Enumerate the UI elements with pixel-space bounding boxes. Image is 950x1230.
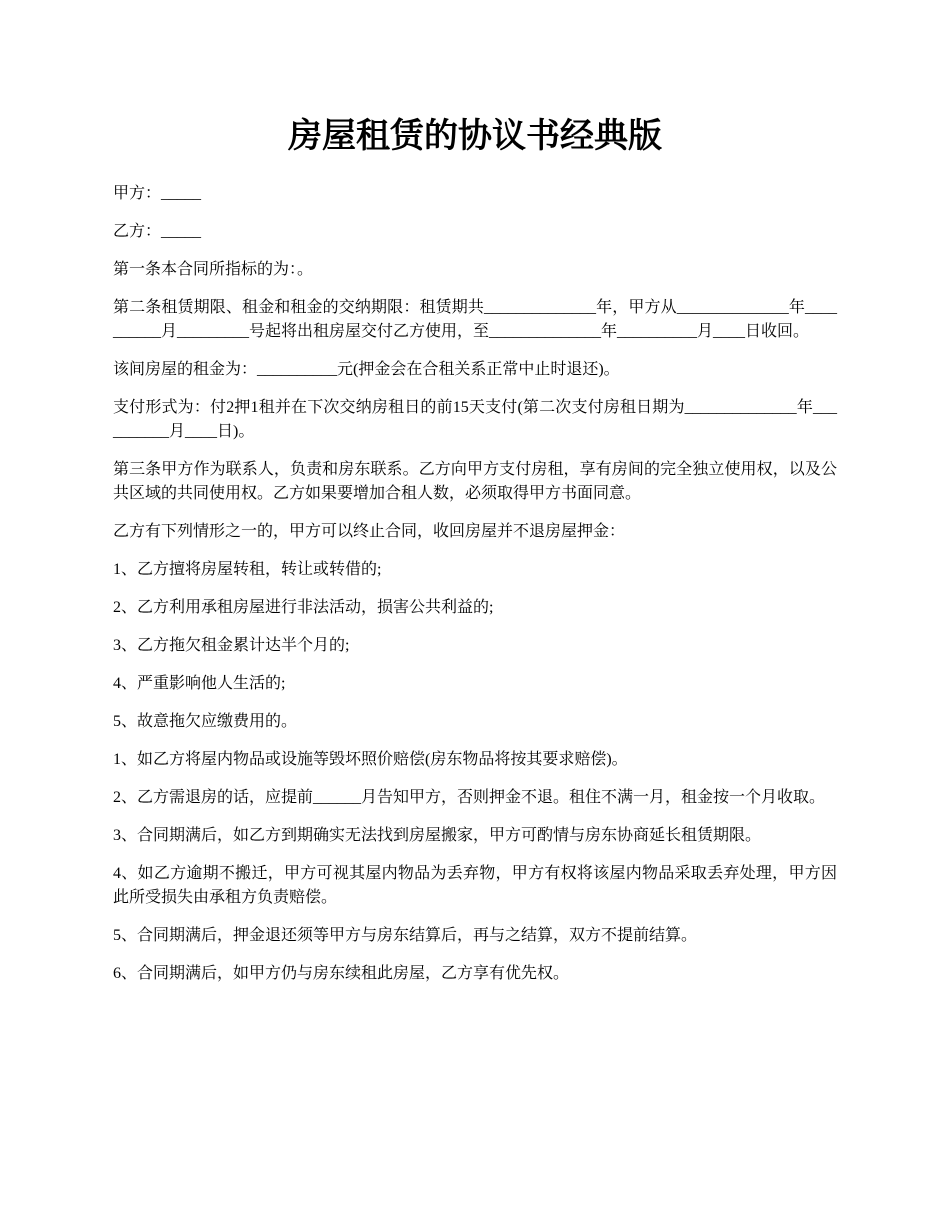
clause-item-1: 1、如乙方将屋内物品或设施等毁坏照价赔偿(房东物品将按其要求赔偿)。 bbox=[113, 751, 628, 768]
clause-item-5: 5、合同期满后，押金退还须等甲方与房东结算后，再与之结算，双方不提前结算。 bbox=[113, 927, 698, 944]
payment-method: 支付形式为：付2押1租并在下次交纳房租日的前15天支付(第二次支付房租日期为______________年__________月____日)。 bbox=[113, 399, 837, 440]
party-b-line: 乙方：_____ bbox=[113, 223, 202, 240]
termination-item-4: 4、严重影响他人生活的; bbox=[113, 675, 286, 692]
party-a-line: 甲方：_____ bbox=[113, 185, 202, 202]
clause-item-2: 2、乙方需退房的话，应提前______月告知甲方，否则押金不退。租住不满一月，租金按一个月收取。 bbox=[113, 789, 826, 806]
termination-item-5: 5、故意拖欠应缴费用的。 bbox=[113, 713, 298, 730]
termination-item-1: 1、乙方擅将房屋转租，转让或转借的; bbox=[113, 561, 382, 578]
clause-item-4: 4、如乙方逾期不搬迁，甲方可视其屋内物品为丢弃物，甲方有权将该屋内物品采取丢弃处理，甲方因此所受损失由承租方负责赔偿。 bbox=[113, 865, 837, 906]
article-2-lease-term: 第二条租赁期限、租金和租金的交纳期限：租赁期共______________年，甲方从______________年__________月_________号起将出租房屋交付乙方使用，至______________年__________月____日收回。 bbox=[113, 299, 837, 340]
termination-intro: 乙方有下列情形之一的，甲方可以终止合同，收回房屋并不退房屋押金： bbox=[113, 523, 626, 540]
termination-item-3: 3、乙方拖欠租金累计达半个月的; bbox=[113, 637, 350, 654]
clause-item-6: 6、合同期满后，如甲方仍与房东续租此房屋，乙方享有优先权。 bbox=[113, 965, 570, 982]
document-title: 房屋租赁的协议书经典版 bbox=[288, 116, 662, 156]
document-body bbox=[113, 182, 837, 986]
article-1: 第一条本合同所指标的为：。 bbox=[113, 261, 314, 278]
termination-item-2: 2、乙方利用承租房屋进行非法活动，损害公共利益的; bbox=[113, 599, 494, 616]
article-3: 第三条甲方作为联系人，负责和房东联系。乙方向甲方支付房租，享有房间的完全独立使用权，以及公共区域的共同使用权。乙方如果要增加合租人数，必须取得甲方书面同意。 bbox=[113, 461, 837, 502]
clause-item-3: 3、合同期满后，如乙方到期确实无法找到房屋搬家，甲方可酌情与房东协商延长租赁期限。 bbox=[113, 827, 762, 844]
rent-amount: 该间房屋的租金为：__________元(押金会在合租关系正常中止时退还)。 bbox=[113, 361, 620, 378]
